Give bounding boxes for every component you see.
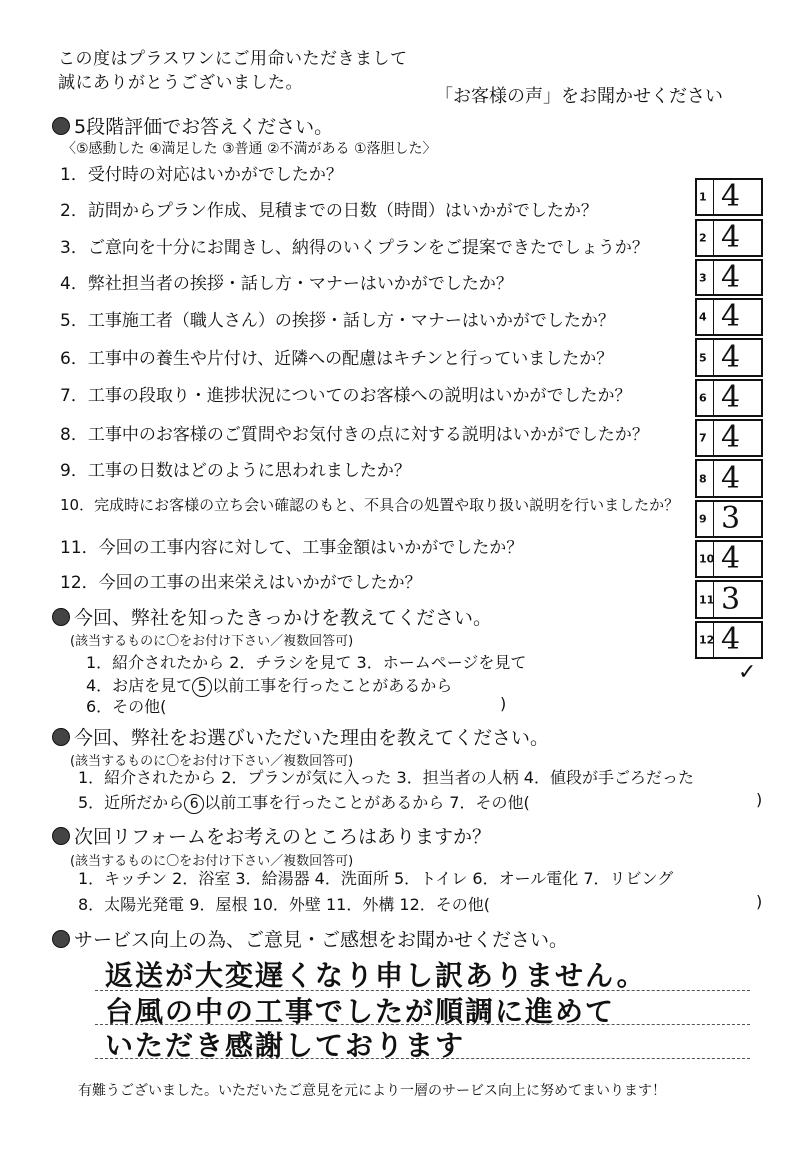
score-value: 4 <box>721 298 741 334</box>
intro-line-1: この度はプラスワンにご用命いただきまして <box>58 49 408 69</box>
score-index: 11 <box>699 593 715 606</box>
score-value: 4 <box>721 178 741 214</box>
score-value: 4 <box>721 540 741 576</box>
score-value: 4 <box>721 219 741 255</box>
question-item: 12．今回の工事の出来栄えはいかがでしたか？ <box>60 573 422 593</box>
reform-heading: 次回リフォームをお考えのところはありますか？ <box>52 822 491 849</box>
rating-heading: 5段階評価でお答えください。 <box>52 112 333 139</box>
score-index: 7 <box>699 431 707 445</box>
score-divider <box>713 542 714 576</box>
score-index: 9 <box>699 512 707 526</box>
bullet-icon <box>52 728 70 746</box>
score-index: 2 <box>699 231 707 245</box>
score-value: 4 <box>721 379 741 415</box>
score-index: 5 <box>699 351 707 364</box>
question-item: 11．今回の工事内容に対して、工事金額はいかがでしたか？ <box>60 538 524 558</box>
question-item: 7．工事の段取り・進捗状況についてのお客様への説明はいかがでしたか？ <box>60 386 632 406</box>
score-value: 4 <box>721 460 741 496</box>
score-divider <box>713 582 714 617</box>
score-value: 3 <box>721 500 741 536</box>
check-mark: ✓ <box>738 660 757 685</box>
score-value: 4 <box>721 419 741 455</box>
reason-options-2: 5．近所だから 6 以前工事を行ったことがあるから 7．その他( <box>78 793 530 812</box>
score-box <box>695 621 763 659</box>
score-box <box>695 419 763 457</box>
score-index: 8 <box>699 472 707 485</box>
question-item: 1．受付時の対応はいかがでしたか？ <box>60 165 343 185</box>
question-item: 4．弊社担当者の挨拶・話し方・マナーはいかがでしたか？ <box>60 274 513 294</box>
question-item: 3．ご意向を十分にお聞きし、納得のいくプランをご提案できたでしょうか？ <box>60 238 649 258</box>
score-box <box>695 540 763 578</box>
know-note: (該当するものに〇をお付け下さい／複数回答可) <box>70 634 354 649</box>
score-box <box>695 219 763 257</box>
know-options-1: 1．紹介されたから 2．チラシを見て 3．ホームページを見て <box>86 653 527 672</box>
reason-note: (該当するものに〇をお付け下さい／複数回答可) <box>70 754 354 769</box>
voice-title: 「お客様の声」をお聞かせください <box>435 86 723 107</box>
footer-note: 有難うございました。いただいたご意見を元により一層のサービス向上に努めてまいります！ <box>78 1083 666 1099</box>
score-index: 4 <box>699 310 707 324</box>
question-item: 10．完成時にお客様の立ち会い確認のもと、不具合の処置や取り扱い説明を行いましたか？ <box>60 496 680 514</box>
score-index: 6 <box>699 391 707 405</box>
score-divider <box>713 300 714 334</box>
score-value: 4 <box>721 621 741 657</box>
reform-note: (該当するものに〇をお付け下さい／複数回答可) <box>70 854 354 869</box>
know-other-close: ) <box>500 694 507 713</box>
score-box <box>695 500 763 538</box>
handwritten-comment-2: 台風の中の工事でしたが順調に進めて <box>105 995 616 1028</box>
score-index: 10 <box>699 552 715 566</box>
score-box <box>695 298 763 336</box>
handwritten-comment-3: いただき感謝しております <box>105 1029 466 1062</box>
reason-heading: 今回、弊社をお選びいただいた理由を教えてください。 <box>52 723 549 750</box>
score-value: 4 <box>721 339 741 375</box>
score-divider <box>713 381 714 415</box>
score-box <box>695 259 763 296</box>
score-box <box>695 379 763 417</box>
score-value: 4 <box>721 259 741 295</box>
score-value: 3 <box>721 581 741 617</box>
selected-option-circle: 5 <box>192 677 212 697</box>
score-divider <box>713 502 714 536</box>
reason-options-1: 1．紹介されたから 2．プランが気に入った 3．担当者の人柄 4．値段が手ごろだった <box>78 768 694 787</box>
score-index: 12 <box>699 633 715 647</box>
score-index: 3 <box>699 271 707 284</box>
know-options-2: 4．お店を見て 5 以前工事を行ったことがあるから <box>86 676 453 695</box>
question-item: 6．工事中の養生や片付け、近隣への配慮はキチンと行っていましたか？ <box>60 349 614 369</box>
question-item: 2．訪問からプラン作成、見積までの日数（時間）はいかがでしたか？ <box>60 201 598 221</box>
score-box <box>695 178 763 216</box>
score-divider <box>713 623 714 657</box>
question-item: 8．工事中のお客様のご質問やお気付きの点に対する説明はいかがでしたか？ <box>60 425 649 445</box>
score-box <box>695 580 763 619</box>
score-index: 1 <box>699 190 707 204</box>
score-divider <box>713 261 714 294</box>
bullet-icon <box>52 827 70 845</box>
intro-line-2: 誠にありがとうございました。 <box>58 73 303 93</box>
score-divider <box>713 180 714 214</box>
score-divider <box>713 421 714 455</box>
comment-heading: サービス向上の為、ご意見・ご感想をお聞かせください。 <box>52 925 568 952</box>
score-divider <box>713 221 714 255</box>
score-box <box>695 338 763 377</box>
question-item: 9．工事の日数はどのように思われましたか？ <box>60 461 411 481</box>
reform-options-2: 8．太陽光発電 9．屋根 10．外壁 11．外構 12．その他( <box>78 895 491 914</box>
score-divider <box>713 340 714 375</box>
reform-other-close: ) <box>756 892 763 911</box>
reform-options-1: 1．キッチン 2．浴室 3．給湯器 4．洗面所 5．トイレ 6．オール電化 7．リビング <box>78 869 674 888</box>
score-box <box>695 459 763 498</box>
rating-legend: 〈⑤感動した ④満足した ③普通 ②不満がある ①落胆した〉 <box>62 141 437 157</box>
selected-option-circle: 6 <box>184 794 204 814</box>
know-options-3: 6．その他( <box>86 697 167 716</box>
score-divider <box>713 461 714 496</box>
handwritten-comment-1: 返送が大変遅くなり申し訳ありません。 <box>105 959 647 992</box>
bullet-icon <box>52 117 70 135</box>
reason-other-close: ) <box>756 790 763 809</box>
bullet-icon <box>52 608 70 626</box>
know-heading: 今回、弊社を知ったきっかけを教えてください。 <box>52 603 492 630</box>
question-item: 5．工事施工者（職人さん）の挨拶・話し方・マナーはいかがでしたか？ <box>60 311 615 331</box>
bullet-icon <box>52 930 70 948</box>
